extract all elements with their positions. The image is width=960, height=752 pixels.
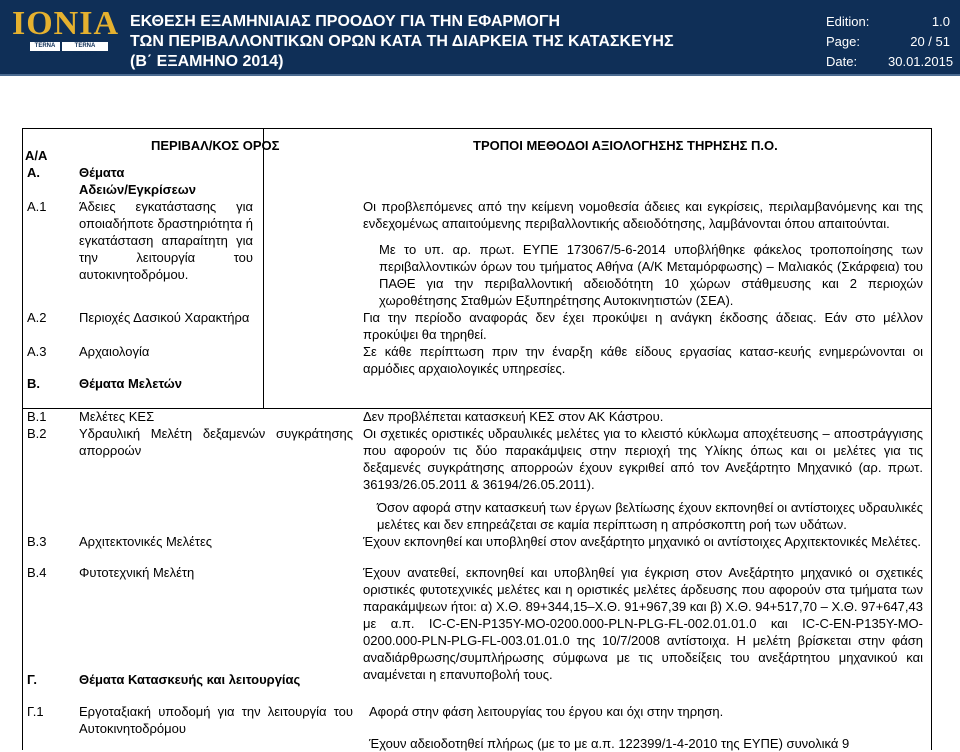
row-b2-number: Β.2 [27, 426, 47, 441]
row-a2-method: Για την περίοδο αναφοράς δεν έχει προκύψει η ανάγκη έκδοσης άδειας. Εάν στο μέλλον προκύψει θα τηρηθεί. [363, 310, 923, 342]
row-a1-method-p1: Οι προβλεπόμενες από την κείμενη νομοθεσία άδειες και εγκρίσεις, περιλαμβανόμενης και της ενδεχομένως απαιτούμενης περιβαλλοντικής αδειοδότησης, λαμβάνονται όπου απαιτούνται. [363, 199, 923, 231]
title-line-1: ΕΚΘΕΣΗ ΕΞΑΜΗΝΙΑΙΑΣ ΠΡΟΟΔΟΥ ΓΙΑ ΤΗΝ ΕΦΑΡΜΟΓΗ [130, 13, 561, 30]
row-b4-method: Έχουν ανατεθεί, εκπονηθεί και υποβληθεί για έγκριση στον Ανεξάρτητο μηχανικό οι σχετικές οριστικές φυτοτεχνικές μελέτες και η οριστικές μελέτες άρδευσης που αφορούν στα τμήματα των παρακάμψεων ήτοι: α) Χ.Θ. 89+344,15–Χ.Θ. 91+967,39 και β) Χ.Θ. 94+517,70 – Χ.Θ. 97+647,43 με α.π. IC-C-EN-P135Y-MO-0200.000-PLN-PLG-FL-002.01.01.0 και IC-C-EN-P135Y-MO-0200.000-PLN-PLG-FL-003.01.01.0 της 10/7/2008 αντίστοιχα. Η μελέτη βρίσκεται στην φάση αναδιάρθρωσης/συμπλήρωσης σύμφωνα με τις υποδείξεις του ανεξάρτητου μηχανικού και αναμένεται η επανυποβολή τους. [363, 565, 923, 682]
row-b4-number: Β.4 [27, 565, 47, 580]
section-b-title: Θέματα Μελετών [79, 376, 183, 391]
row-a2-term: Περιοχές Δασικού Χαρακτήρα [79, 310, 250, 325]
title-line-2: ΤΩΝ ΠΕΡΙΒΑΛΛΟΝΤΙΚΩΝ ΟΡΩΝ ΚΑΤΑ ΤΗ ΔΙΑΡΚΕΙΑ ΤΗΣ ΚΑΤΑΣΚΕΥΗΣ [130, 33, 674, 50]
date-label: Date: [826, 54, 858, 69]
section-a-title-1: Θέματα [79, 165, 125, 180]
row-a2-number: Α.2 [27, 310, 47, 325]
logo-brand: IONIA [12, 5, 120, 42]
title-line-3: (Β΄ ΕΞΑΜΗΝΟ 2014) [130, 53, 284, 70]
document-header [0, 0, 960, 74]
row-a3-method: Σε κάθε περίπτωση πριν την έναρξη κάθε είδους εργασίας κατασ-κευής ενημερώνονται οι αρμόδιες αρχαιολογικές υπηρεσίες. [363, 344, 923, 376]
section-a-title-2: Αδειών/Εγκρίσεων [79, 182, 196, 197]
row-a1-term: Άδειες εγκατάστασης για οποιαδήποτε δραστηριότητα ή εγκατάσταση απαραίτητη για την λειτουργία του αυτοκινητοδρόμου. [79, 199, 253, 282]
section-g-number: Γ. [27, 672, 37, 687]
col-header-method: ΤΡΟΠΟΙ ΜΕΘΟΔΟΙ ΑΞΙΟΛΟΓΗΣΗΣ ΤΗΡΗΣΗΣ Π.Ο. [473, 138, 778, 153]
row-g1-term: Εργοταξιακή υποδομή για την λειτουργία του Αυτοκινητοδρόμου [79, 704, 353, 736]
page-label: Page: [826, 34, 860, 49]
section-a-number: Α. [27, 165, 40, 180]
edition-value: 1.0 [931, 14, 950, 29]
row-b1-method: Δεν προβλέπεται κατασκευή ΚΕΣ στον ΑΚ Κάστρου. [363, 409, 664, 424]
row-a3-number: Α.3 [27, 344, 47, 359]
row-b4-term: Φυτοτεχνική Μελέτη [79, 565, 195, 580]
row-a1-number: Α.1 [27, 199, 47, 214]
document-meta [826, 12, 954, 72]
row-g1-method-p2: Έχουν αδειοδοτηθεί πλήρως (με το με α.π. 122399/1-4-2010 της ΕΥΠΕ) συνολικά 9 [369, 736, 850, 751]
page-value: 20 / 51 [910, 34, 950, 49]
row-a1-method-p2: Με το υπ. αρ. πρωτ. ΕΥΠΕ 173067/5-6-2014 υποβλήθηκε φάκελος τροποποίησης των περιβαλλοντικών όρων του τμήματος Αθήνα (Α/Κ Μεταμόρφωσης) – Μαλιακός (Σκάρφεια) του ΠΑΘΕ για την περιβαλλοντική αδειοδότητη 10 χώρων στάθμευσης και 2 περιοχών χωροθέτησης Σταθμών Εξυπηρέτησης Αυτοκινητιστών (ΣΕΑ). [379, 242, 923, 308]
col-header-env-term: ΠΕΡΙΒΑΛ/ΚΟΣ ΟΡΟΣ [151, 138, 280, 153]
terms-table [22, 128, 932, 750]
logo-terna-energy: TERNA ENERGY [62, 42, 108, 51]
row-b2-method-p1: Οι σχετικές οριστικές υδραυλικές μελέτες για το κλειστό κύκλωμα αποχέτευσης – αποστράγγισης που αφορούν τις δύο παρακάμψεις στην περιοχή της Υλίκης όπως και οι μελέτες για τις δεξαμενές συγκράτησης απορροών έχουν εγκριθεί από τον Ανεξάρτητο Μηχανικό (αρ. πρωτ. 36193/26.05.2011 & 36194/26.05.2011). [363, 426, 923, 492]
header-rule [0, 74, 960, 76]
row-b1-number: Β.1 [27, 409, 47, 424]
company-logo [10, 4, 120, 58]
logo-terna: TERNA S.A. [30, 42, 60, 51]
edition-label: Edition: [826, 14, 870, 29]
section-b-number: Β. [27, 376, 40, 391]
date-value: 30.01.2015 [888, 54, 954, 69]
row-g1-method-p1: Αφορά στην φάση λειτουργίας του έργου και όχι στην τηρηση. [369, 704, 724, 719]
document-title [130, 12, 820, 72]
section-g-title: Θέματα Κατασκευής και λειτουργίας [79, 672, 301, 687]
row-b2-method-p2: Όσον αφορά στην κατασκευή των έργων βελτίωσης έχουν εκπονηθεί οι αντίστοιχες υδραυλικές μελέτες και δεν επηρεάζεται σε καμία περίπτωση η απρόσκοπτη ροή των υδάτων. [377, 500, 923, 532]
col-header-aa: Α/Α [25, 148, 48, 163]
row-a3-term: Αρχαιολογία [79, 344, 150, 359]
row-b3-method: Έχουν εκπονηθεί και υποβληθεί στον ανεξάρτητο μηχανικό οι αντίστοιχες Αρχιτεκτονικές Μελέτες. [363, 534, 921, 549]
column-divider [263, 129, 264, 408]
row-b2-term: Υδραυλική Μελέτη δεξαμενών συγκράτησης απορροών [79, 426, 353, 458]
row-b3-term: Αρχιτεκτονικές Μελέτες [79, 534, 213, 549]
row-b3-number: Β.3 [27, 534, 47, 549]
row-b1-term: Μελέτες ΚΕΣ [79, 409, 155, 424]
row-g1-number: Γ.1 [27, 704, 44, 719]
